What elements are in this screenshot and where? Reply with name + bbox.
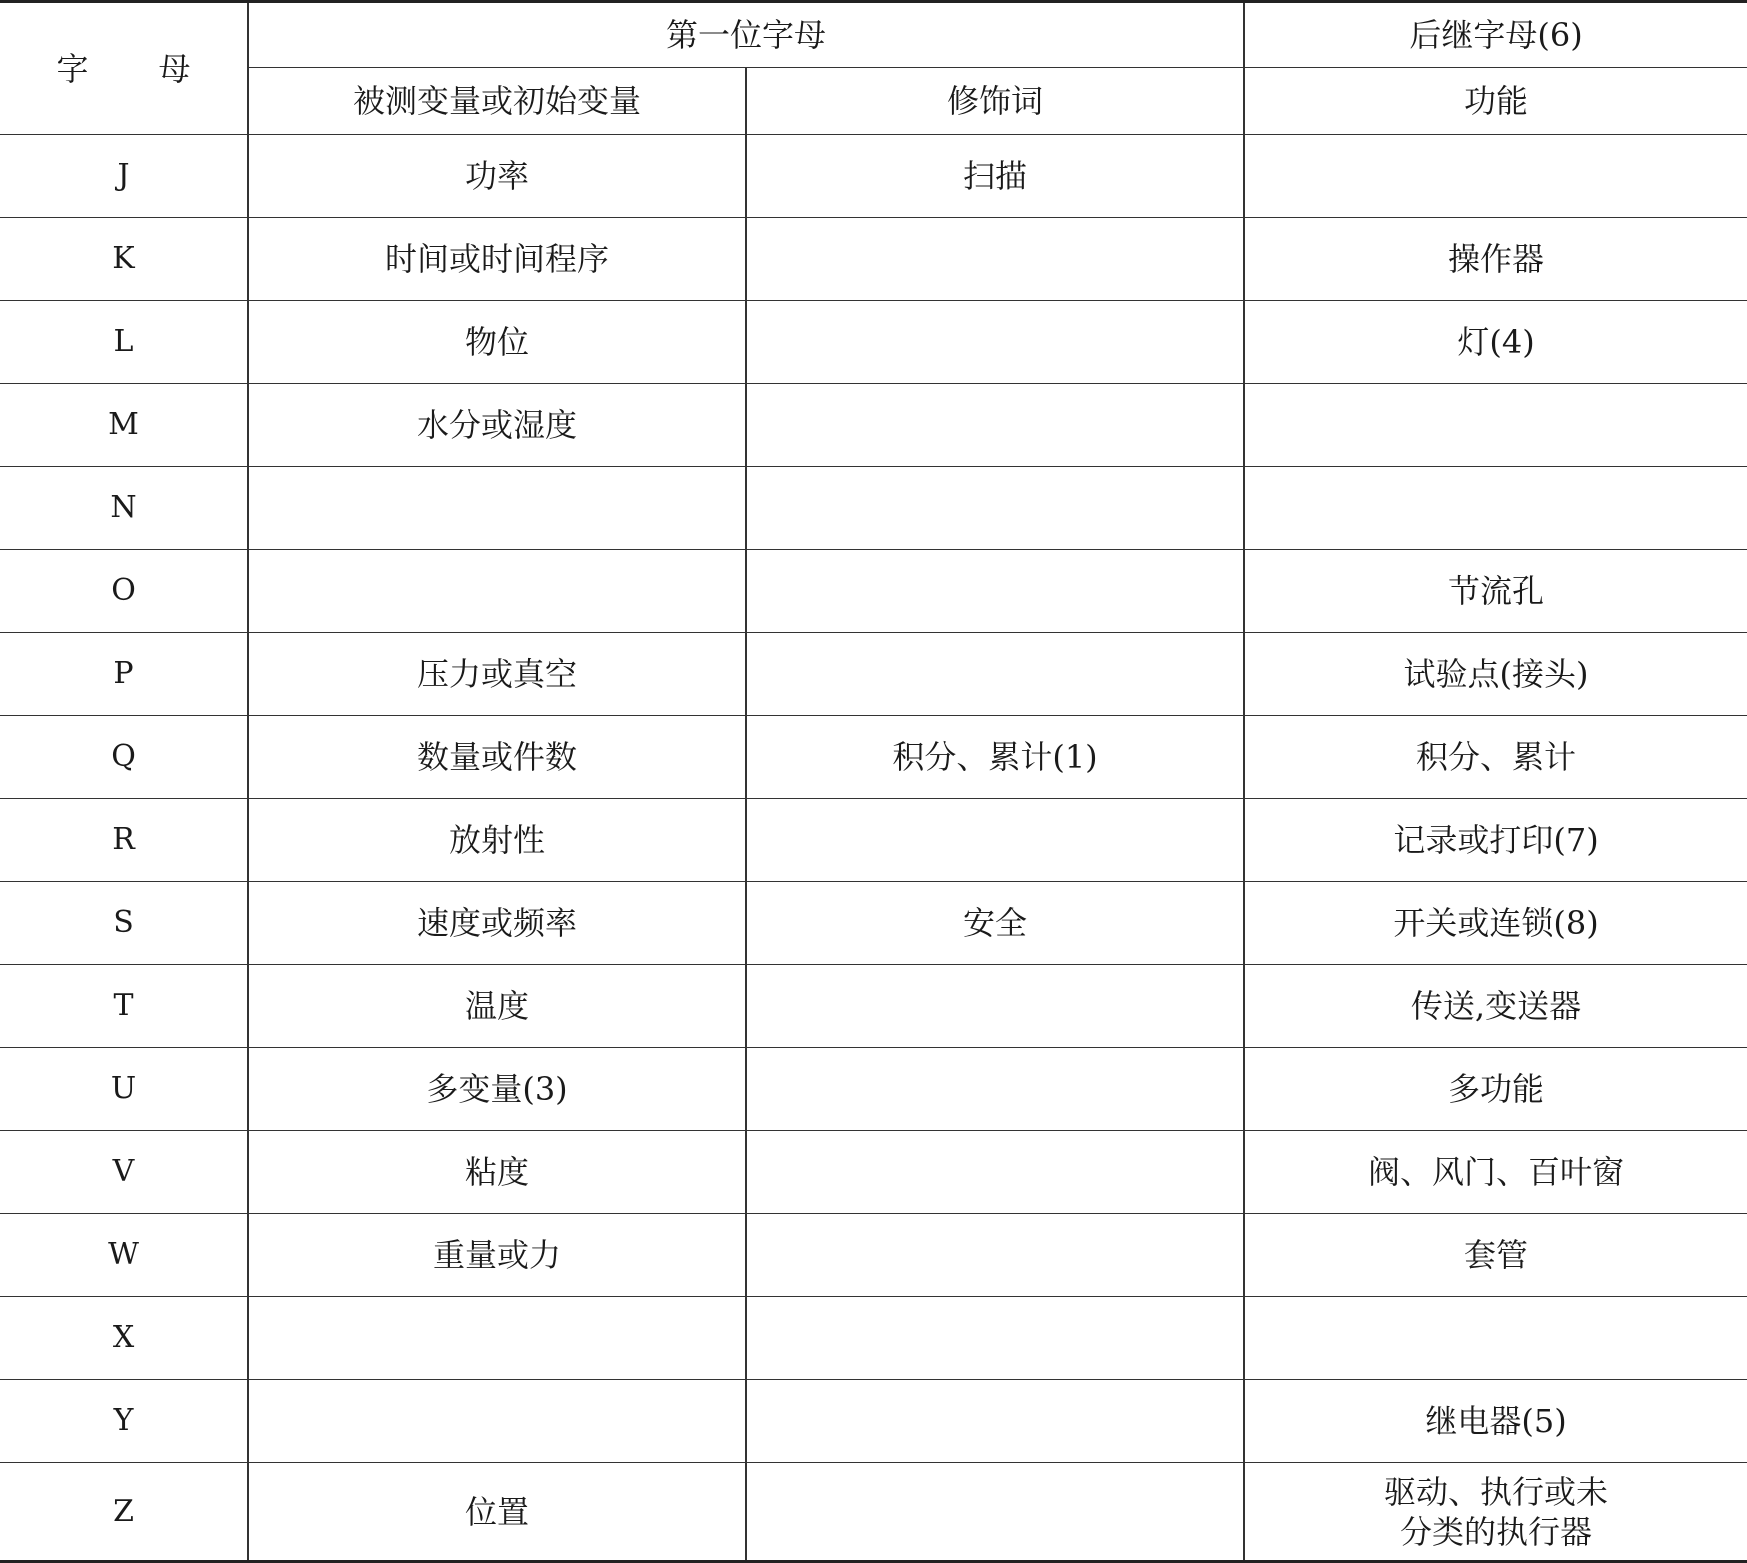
cell-letter: P <box>0 633 248 716</box>
cell-variable <box>248 1297 746 1380</box>
cell-variable: 重量或力 <box>248 1214 746 1297</box>
header-letter-char-2: 母 <box>158 49 191 88</box>
cell-modifier <box>746 301 1244 384</box>
cell-letter: K <box>0 218 248 301</box>
cell-variable: 放射性 <box>248 799 746 882</box>
cell-modifier <box>746 1380 1244 1463</box>
cell-function: 节流孔 <box>1244 550 1747 633</box>
header-row-2 <box>0 68 1747 135</box>
cell-letter: M <box>0 384 248 467</box>
cell-letter: R <box>0 799 248 882</box>
cell-letter: N <box>0 467 248 550</box>
cell-modifier: 安全 <box>746 882 1244 965</box>
table-row <box>0 1048 1747 1131</box>
table-row-z <box>0 1463 1747 1562</box>
cell-letter: J <box>0 135 248 218</box>
cell-variable <box>248 550 746 633</box>
cell-variable: 粘度 <box>248 1131 746 1214</box>
table-row <box>0 716 1747 799</box>
cell-function: 灯(4) <box>1244 301 1747 384</box>
cell-letter: U <box>0 1048 248 1131</box>
cell-function: 试验点(接头) <box>1244 633 1747 716</box>
cell-letter: V <box>0 1131 248 1214</box>
cell-function: 积分、累计 <box>1244 716 1747 799</box>
cell-modifier <box>746 384 1244 467</box>
cell-function <box>1244 467 1747 550</box>
cell-modifier <box>746 633 1244 716</box>
cell-variable: 位置 <box>248 1463 746 1562</box>
cell-variable: 温度 <box>248 965 746 1048</box>
table-row <box>0 799 1747 882</box>
table-row <box>0 965 1747 1048</box>
header-function: 功能 <box>1244 68 1747 135</box>
cell-function: 继电器(5) <box>1244 1380 1747 1463</box>
header-row-1 <box>0 2 1747 68</box>
cell-function <box>1244 384 1747 467</box>
cell-function <box>1244 135 1747 218</box>
cell-variable <box>248 1380 746 1463</box>
cell-letter: S <box>0 882 248 965</box>
cell-modifier: 积分、累计(1) <box>746 716 1244 799</box>
cell-function-line-1: 驱动、执行或未 <box>1384 1472 1609 1511</box>
cell-variable: 压力或真空 <box>248 633 746 716</box>
cell-function: 传送,变送器 <box>1244 965 1747 1048</box>
header-measured-variable: 被测变量或初始变量 <box>248 68 746 135</box>
header-succeeding-letters: 后继字母(6) <box>1244 2 1747 68</box>
cell-letter: O <box>0 550 248 633</box>
cell-variable: 多变量(3) <box>248 1048 746 1131</box>
cell-variable: 功率 <box>248 135 746 218</box>
cell-variable <box>248 467 746 550</box>
cell-letter: L <box>0 301 248 384</box>
cell-function-line-2: 分类的执行器 <box>1400 1512 1593 1551</box>
table-row <box>0 384 1747 467</box>
cell-variable: 水分或湿度 <box>248 384 746 467</box>
cell-variable: 物位 <box>248 301 746 384</box>
cell-function: 多功能 <box>1244 1048 1747 1131</box>
cell-modifier <box>746 1297 1244 1380</box>
cell-modifier <box>746 218 1244 301</box>
cell-modifier <box>746 799 1244 882</box>
cell-variable: 速度或频率 <box>248 882 746 965</box>
table-row <box>0 1297 1747 1380</box>
cell-modifier: 扫描 <box>746 135 1244 218</box>
cell-letter: Q <box>0 716 248 799</box>
cell-function: 操作器 <box>1244 218 1747 301</box>
header-letter-char-1: 字 <box>56 49 89 88</box>
cell-function <box>1244 1297 1747 1380</box>
table-row <box>0 1131 1747 1214</box>
cell-letter: X <box>0 1297 248 1380</box>
cell-modifier <box>746 965 1244 1048</box>
cell-function: 套管 <box>1244 1214 1747 1297</box>
cell-modifier <box>746 1214 1244 1297</box>
cell-variable: 时间或时间程序 <box>248 218 746 301</box>
cell-function: 记录或打印(7) <box>1244 799 1747 882</box>
header-modifier: 修饰词 <box>746 68 1244 135</box>
table-row <box>0 550 1747 633</box>
header-letter <box>0 2 248 135</box>
cell-modifier <box>746 1463 1244 1562</box>
cell-function <box>1244 1463 1747 1562</box>
table-row <box>0 218 1747 301</box>
cell-function: 阀、风门、百叶窗 <box>1244 1131 1747 1214</box>
table-row <box>0 135 1747 218</box>
cell-modifier <box>746 1048 1244 1131</box>
table-row <box>0 467 1747 550</box>
cell-modifier <box>746 467 1244 550</box>
cell-variable: 数量或件数 <box>248 716 746 799</box>
table-row <box>0 1380 1747 1463</box>
cell-modifier <box>746 1131 1244 1214</box>
header-first-letter: 第一位字母 <box>248 2 1244 68</box>
cell-letter: Y <box>0 1380 248 1463</box>
table-row <box>0 633 1747 716</box>
cell-letter: T <box>0 965 248 1048</box>
cell-letter: W <box>0 1214 248 1297</box>
table-row <box>0 882 1747 965</box>
cell-modifier <box>746 550 1244 633</box>
cell-letter: Z <box>0 1463 248 1562</box>
table-row <box>0 301 1747 384</box>
table-row <box>0 1214 1747 1297</box>
cell-function: 开关或连锁(8) <box>1244 882 1747 965</box>
